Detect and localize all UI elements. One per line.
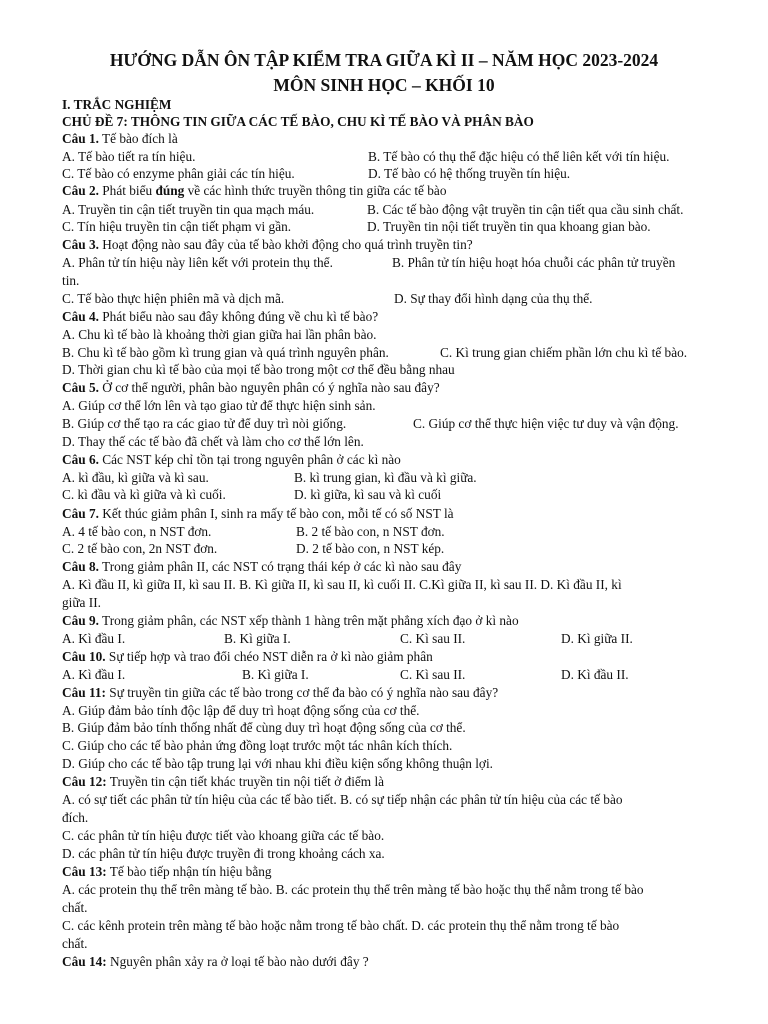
question-stem: Trong giảm phân II, các NST có trạng thái kép ở các kì nào sau đây	[98, 559, 462, 574]
question-stem: Nguyên phân xảy ra ở loại tế bào nào dưới đây ?	[106, 954, 369, 969]
question-label: Câu 8.	[62, 559, 99, 574]
question-12-option-c: C. các phân tử tín hiệu được tiết vào khoang giữa các tế bào.	[62, 828, 385, 843]
question-stem: Sự tiếp hợp và trao đổi chéo NST diễn ra ở kì nào giảm phân	[105, 649, 433, 664]
question-label: Câu 3.	[62, 237, 99, 252]
question-11-option-d: D. Giúp cho các tế bào tập trung lại với nhau khi điều kiện sống không thuận lợi.	[62, 756, 493, 771]
question-label: Câu 13:	[62, 864, 107, 879]
question-stem-pre: Phát biểu	[98, 183, 156, 198]
option-d: D. Tế bào có hệ thống truyền tín hiệu.	[368, 166, 571, 181]
question-5-option-a: A. Giúp cơ thể lớn lên và tạo giao tử để thực hiện sinh sản.	[62, 398, 376, 413]
option-c: C. Kì trung gian chiếm phần lớn chu kì tế bào.	[440, 345, 688, 360]
question-13-options-cd-continued: chất.	[62, 936, 88, 951]
option-a: A. Truyền tin cận tiết truyền tin qua mạch máu.	[62, 202, 315, 217]
document-subtitle: MÔN SINH HỌC – KHỐI 10	[273, 75, 495, 95]
question-label: Câu 4.	[62, 309, 99, 324]
option-c: C. Kì sau II.	[400, 631, 466, 646]
question-8-options: A. Kì đầu II, kì giữa II, kì sau II. B. Kì giữa II, kì sau II, kì cuối II. C.Kì giữa II, kì sau II. D. Kì đầu II, kì	[62, 577, 622, 592]
question-stem: Trong giảm phân, các NST xếp thành 1 hàng trên mặt phẳng xích đạo ở kì nào	[98, 613, 519, 628]
question-stem-emphasis: đúng	[155, 183, 185, 198]
option-c: C. kì đầu và kì giữa và kì cuối.	[62, 487, 226, 502]
option-a: A. Tế bào tiết ra tín hiệu.	[62, 149, 196, 164]
question-label: Câu 11:	[62, 685, 106, 700]
question-3	[62, 236, 728, 253]
option-d: D. 2 tế bào con, n NST kép.	[296, 541, 445, 556]
option-b: B. Kì giữa I.	[224, 631, 291, 646]
option-b: B. 2 tế bào con, n NST đơn.	[296, 524, 445, 539]
question-8-options-continued: giữa II.	[62, 595, 101, 610]
question-11-option-c: C. Giúp cho các tế bào phản ứng đồng loạt trước một tác nhân kích thích.	[62, 738, 453, 753]
question-13-options-ab-continued: chất.	[62, 900, 88, 915]
question-12-option-d: D. các phân tử tín hiệu được truyền đi trong khoảng cách xa.	[62, 846, 385, 861]
option-c: C. Tế bào thực hiện phiên mã và dịch mã.	[62, 291, 285, 306]
question-11-option-b: B. Giúp đảm bảo tính thống nhất để cùng duy trì hoạt động sống của cơ thể.	[62, 720, 466, 735]
question-10	[62, 648, 728, 665]
option-c: C. Tín hiệu truyền tin cận tiết phạm vi gần.	[62, 219, 292, 234]
question-5-option-d: D. Thay thế các tế bào đã chết và làm cho cơ thể lớn lên.	[62, 434, 364, 449]
option-d: D. Kì giữa II.	[561, 631, 633, 646]
question-8	[62, 558, 728, 575]
option-d: D. Sự thay đổi hình dạng của thụ thể.	[394, 291, 593, 306]
question-label: Câu 5.	[62, 380, 99, 395]
question-13	[62, 863, 728, 880]
question-stem: Các NST kép chỉ tồn tại trong nguyên phân ở các kì nào	[98, 452, 401, 467]
option-a: A. Kì đầu I.	[62, 667, 126, 682]
question-label: Câu 14:	[62, 954, 107, 969]
option-a: A. kì đầu, kì giữa và kì sau.	[62, 470, 209, 485]
option-c: C. Tế bào có enzyme phân giải các tín hiệu.	[62, 166, 295, 181]
question-12	[62, 773, 728, 790]
question-stem: Ở cơ thể người, phân bào nguyên phân có ý nghĩa nào sau đây?	[98, 380, 440, 395]
question-7	[62, 505, 728, 522]
question-2	[62, 182, 728, 199]
option-d: D. Kì đầu II.	[561, 667, 629, 682]
question-3-option-b-continued: tin.	[62, 273, 80, 288]
question-11	[62, 684, 728, 701]
option-b: B. Phân tử tín hiệu hoạt hóa chuỗi các phân tử truyền	[392, 255, 676, 270]
option-b: B. kì trung gian, kì đầu và kì giữa.	[294, 470, 477, 485]
question-11-option-a: A. Giúp đảm bảo tính độc lập để duy trì hoạt động sống của cơ thể.	[62, 703, 420, 718]
question-13-options-ab: A. các protein thụ thể trên màng tế bào. B. các protein thụ thể trên màng tế bào hoặc thụ thể nằm trong tế bào	[62, 882, 644, 897]
question-stem: Tế bào đích là	[98, 131, 178, 146]
question-1	[62, 130, 728, 147]
question-4-option-a: A. Chu kì tế bào là khoảng thời gian giữa hai lần phân bào.	[62, 327, 377, 342]
question-13-options-cd: C. các kênh protein trên màng tế bào hoặc nằm trong tế bào chất. D. các protein thụ thể nằm trong tế bào	[62, 918, 620, 933]
question-stem: Phát biểu nào sau đây không đúng về chu kì tế bào?	[98, 309, 379, 324]
question-6	[62, 451, 728, 468]
question-label: Câu 1.	[62, 131, 99, 146]
question-9	[62, 612, 728, 629]
question-label: Câu 6.	[62, 452, 99, 467]
question-label: Câu 7.	[62, 506, 99, 521]
question-stem-post: về các hình thức truyền thông tin giữa các tế bào	[184, 183, 447, 198]
question-12-options-ab-continued: đích.	[62, 810, 89, 825]
question-stem: Kết thúc giảm phân I, sinh ra mấy tế bào con, mỗi tế có số NST là	[98, 506, 454, 521]
question-label: Câu 9.	[62, 613, 99, 628]
question-5	[62, 379, 728, 396]
option-c: C. Giúp cơ thể thực hiện việc tư duy và vận động.	[413, 416, 679, 431]
question-4-option-d: D. Thời gian chu kì tế bào của mọi tế bào trong một cơ thể đều bằng nhau	[62, 362, 455, 377]
question-stem: Tế bào tiếp nhận tín hiệu bằng	[106, 864, 272, 879]
question-stem: Hoạt động nào sau đây của tế bào khởi động cho quá trình truyền tin?	[98, 237, 473, 252]
option-a: A. Phân tử tín hiệu này liên kết với protein thụ thể.	[62, 255, 333, 270]
question-label: Câu 12:	[62, 774, 107, 789]
option-a: A. 4 tế bào con, n NST đơn.	[62, 524, 212, 539]
question-label: Câu 10.	[62, 649, 106, 664]
topic-heading: CHỦ ĐỀ 7: THÔNG TIN GIỮA CÁC TẾ BÀO, CHU KÌ TẾ BÀO VÀ PHÂN BÀO	[62, 114, 534, 129]
option-c: C. Kì sau II.	[400, 667, 466, 682]
option-b: B. Giúp cơ thể tạo ra các giao tử để duy trì nòi giống.	[62, 416, 347, 431]
option-b: B. Các tế bào động vật truyền tin cận tiết qua cầu sinh chất.	[367, 202, 684, 217]
question-stem: Sự truyền tin giữa các tế bào trong cơ thể đa bào có ý nghĩa nào sau đây?	[105, 685, 499, 700]
option-d: D. kì giữa, kì sau và kì cuối	[294, 487, 442, 502]
question-4	[62, 308, 728, 325]
option-b: B. Kì giữa I.	[242, 667, 309, 682]
section-heading: I. TRẮC NGHIỆM	[62, 97, 172, 112]
question-label: Câu 2.	[62, 183, 99, 198]
option-c: C. 2 tế bào con, 2n NST đơn.	[62, 541, 218, 556]
option-b: B. Tế bào có thụ thể đặc hiệu có thể liên kết với tín hiệu.	[368, 149, 670, 164]
option-a: A. Kì đầu I.	[62, 631, 126, 646]
question-stem: Truyền tin cận tiết khác truyền tin nội tiết ở điểm là	[106, 774, 385, 789]
question-14	[62, 953, 728, 970]
option-b: B. Chu kì tế bào gồm kì trung gian và quá trình nguyên phân.	[62, 345, 389, 360]
option-d: D. Truyền tin nội tiết truyền tin qua khoang gian bào.	[367, 219, 651, 234]
question-12-options-ab: A. có sự tiết các phân tử tín hiệu của các tế bào tiết. B. có sự tiếp nhận các phân tử tín hiệu của các tế bào	[62, 792, 623, 807]
document-title: HƯỚNG DẪN ÔN TẬP KIỂM TRA GIỮA KÌ II – NĂM HỌC 2023-2024	[109, 50, 659, 70]
